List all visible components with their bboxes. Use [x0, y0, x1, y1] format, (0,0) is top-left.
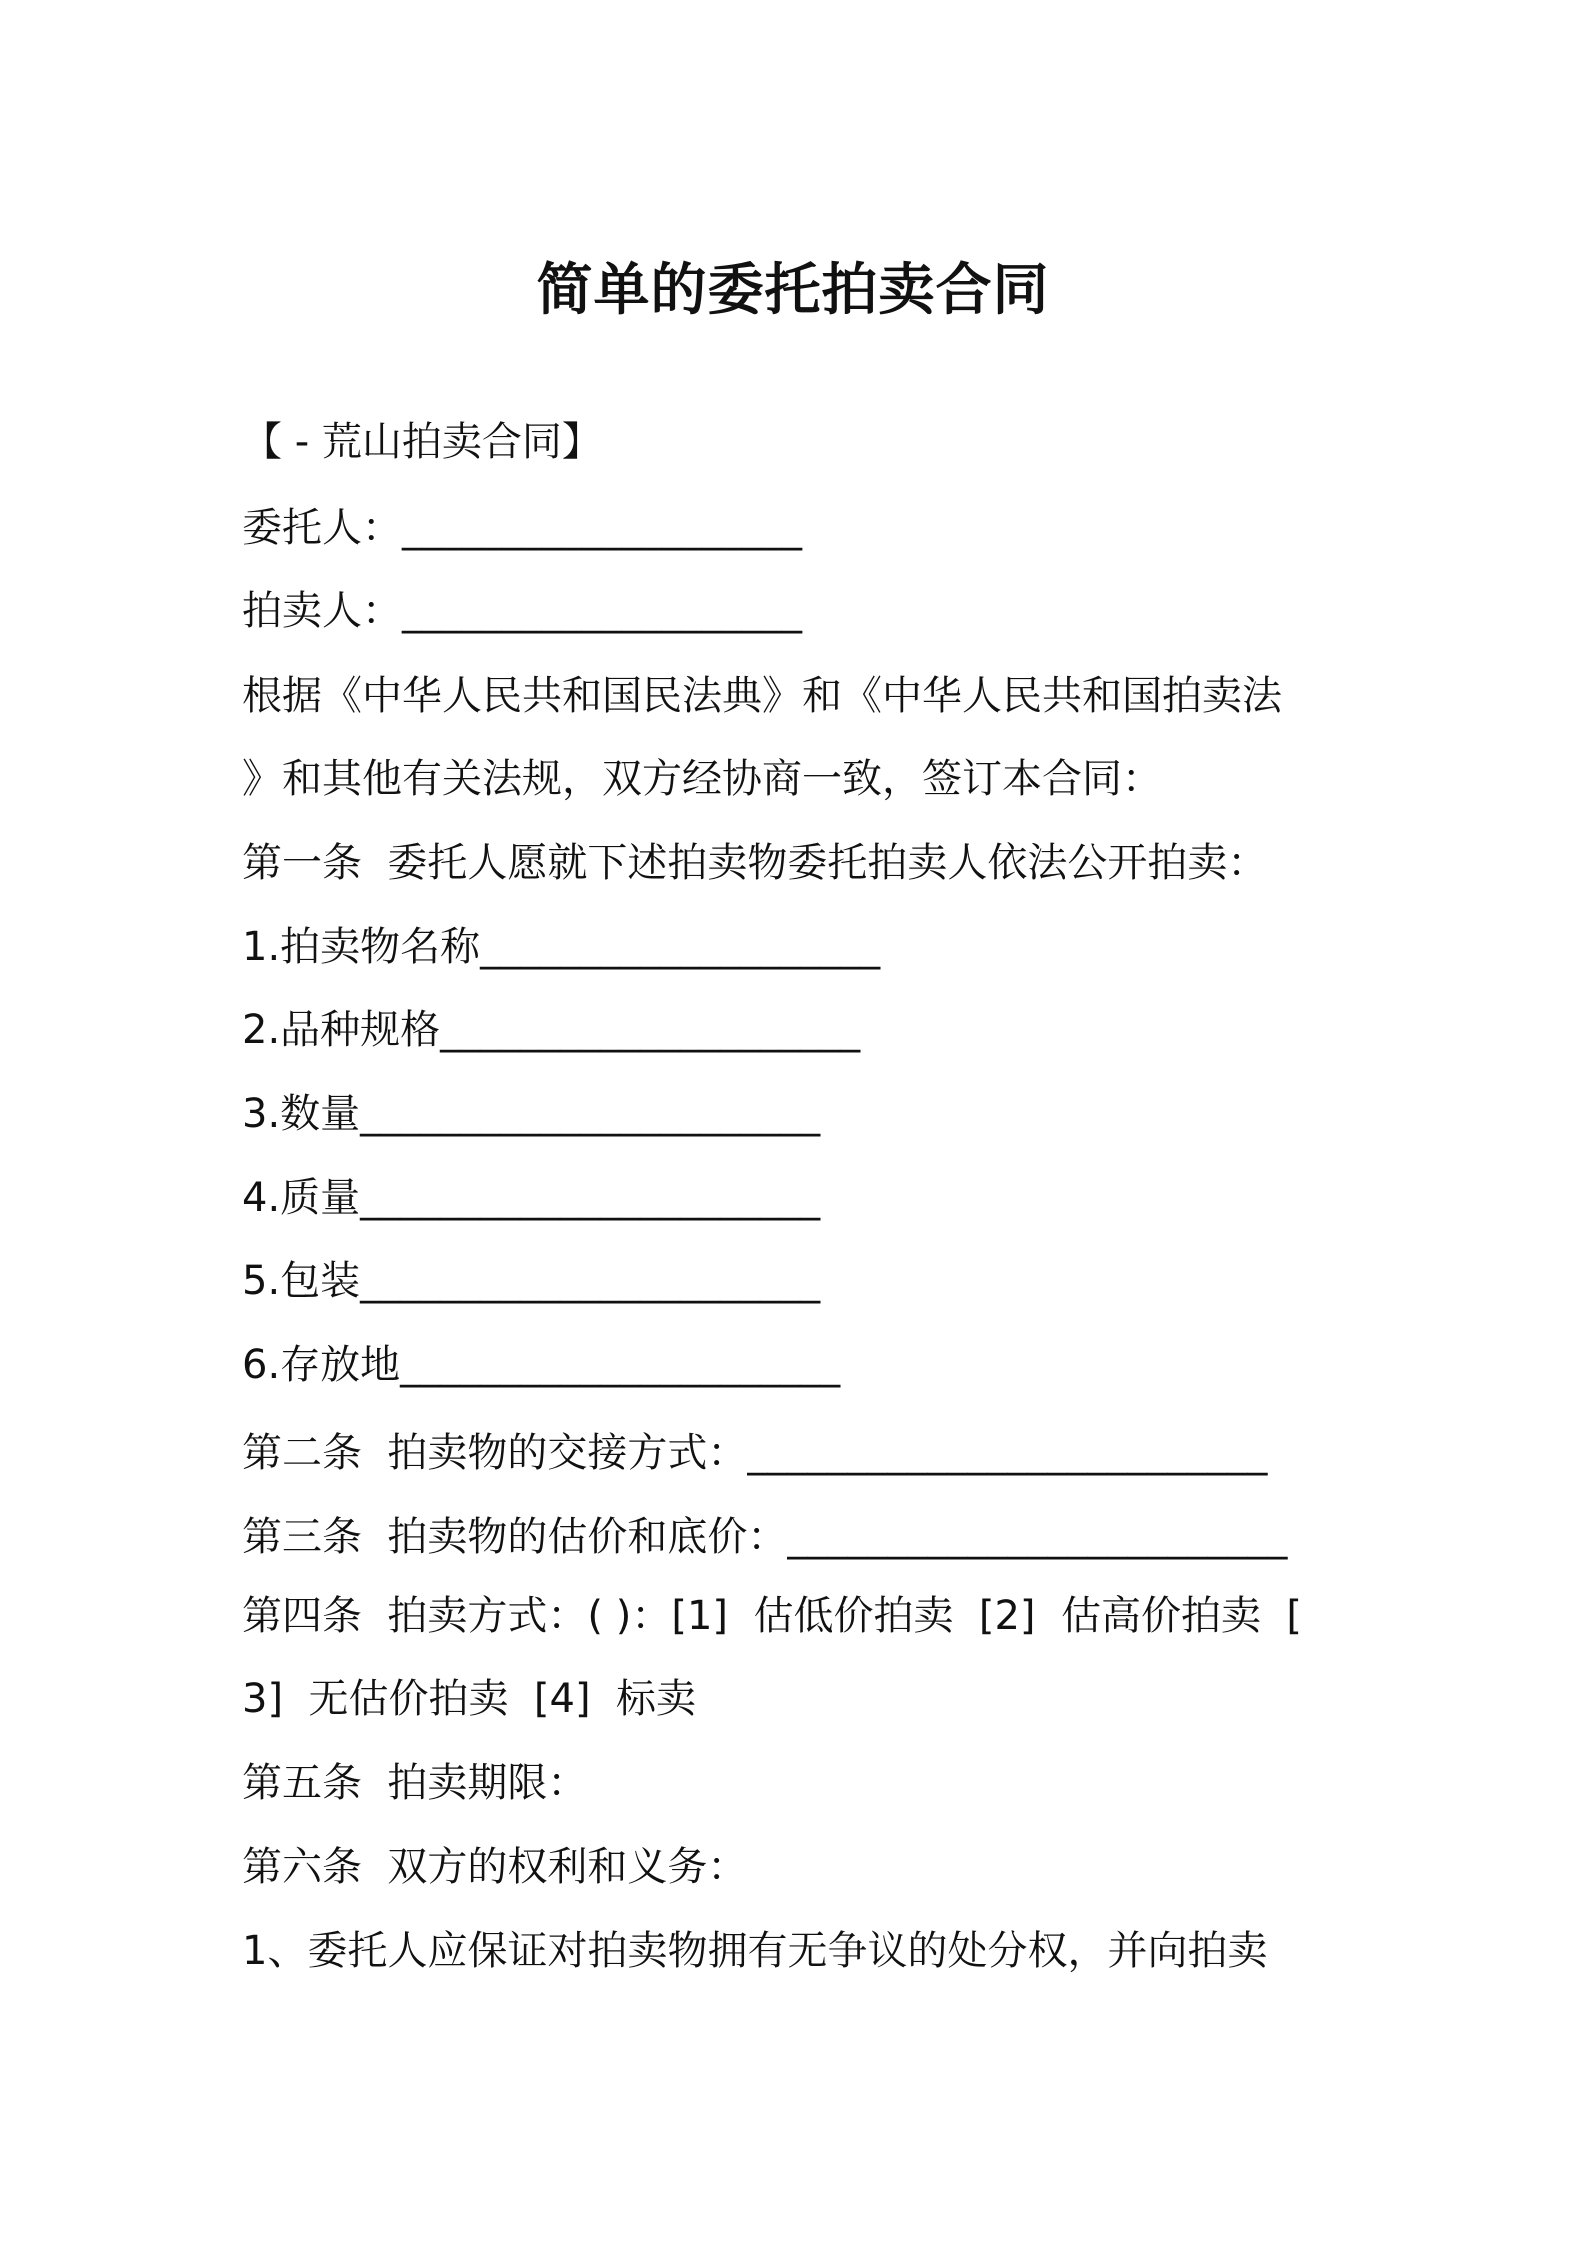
item-specification-field: 2.品种规格_____________________: [242, 1007, 861, 1053]
legal-basis-line-2: 》和其他有关法规，双方经协商一致，签订本合同：: [242, 756, 1162, 802]
document-title: 简单的委托拍卖合同: [536, 258, 1050, 323]
article-three: 第三条 拍卖物的估价和底价：_________________________: [242, 1514, 1288, 1560]
article-six: 第六条 双方的权利和义务：: [242, 1844, 748, 1890]
article-five: 第五条 拍卖期限：: [242, 1760, 588, 1806]
article-two: 第二条 拍卖物的交接方式：__________________________: [242, 1430, 1268, 1476]
item-packaging-field: 5.包装_______________________: [242, 1258, 821, 1304]
item-name-field: 1.拍卖物名称____________________: [242, 924, 881, 970]
item-quality-field: 4.质量_______________________: [242, 1175, 821, 1221]
auctioneer-field: 拍卖人：____________________: [242, 588, 802, 634]
principal-field: 委托人：____________________: [242, 505, 802, 551]
article-four-line-2: 3] 无估价拍卖 [4] 标卖: [242, 1676, 697, 1722]
contract-subtitle: 【 - 荒山拍卖合同】: [242, 419, 602, 465]
article-six-clause-one: 1、委托人应保证对拍卖物拥有无争议的处分权，并向拍卖: [242, 1928, 1268, 1974]
article-one: 第一条 委托人愿就下述拍卖物委托拍卖人依法公开拍卖：: [242, 840, 1268, 886]
item-quantity-field: 3.数量_______________________: [242, 1091, 821, 1137]
legal-basis-line-1: 根据《中华人民共和国民法典》和《中华人民共和国拍卖法: [242, 673, 1282, 719]
item-storage-field: 6.存放地______________________: [242, 1342, 841, 1388]
article-four-line-1: 第四条 拍卖方式：( )：[1] 估低价拍卖 [2] 估高价拍卖 [: [242, 1593, 1302, 1639]
